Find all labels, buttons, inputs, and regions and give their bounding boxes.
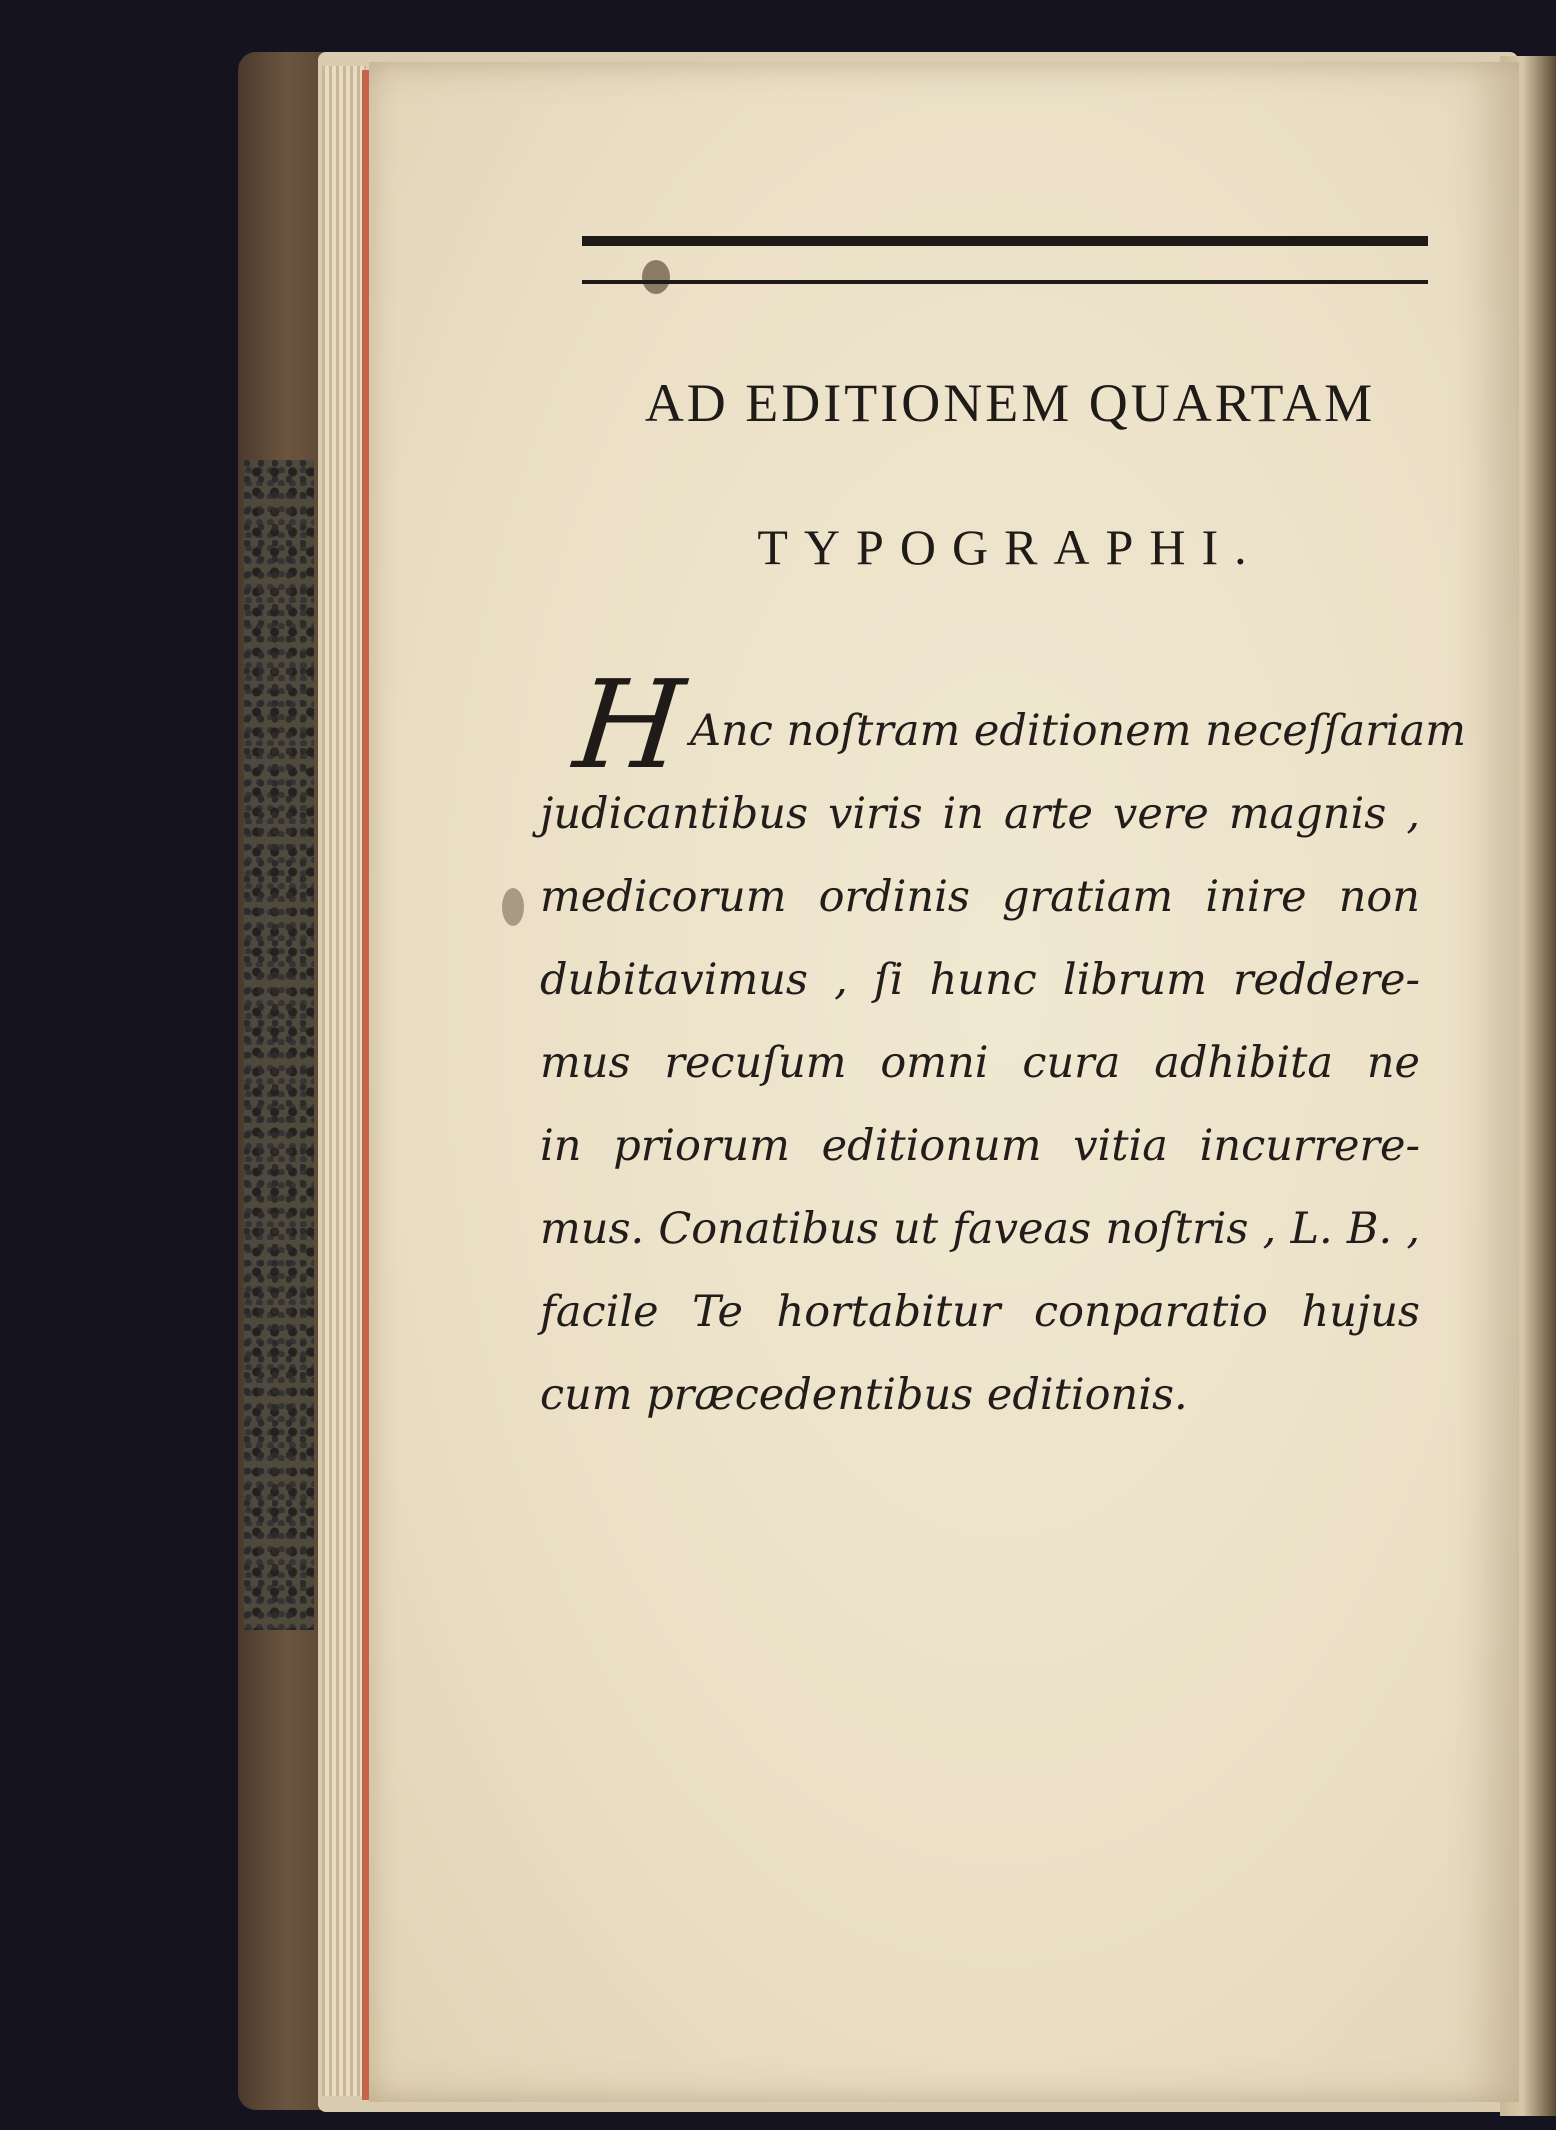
body-line: Anc noſtram editionem neceſſariam [690, 706, 1466, 756]
header-rule-thin [582, 280, 1428, 284]
red-page-edge [362, 70, 369, 2100]
body-line: facile Te hortabitur conparatio hujus [540, 1287, 1420, 1337]
header-rule-thick [582, 236, 1428, 246]
page-heading: AD EDITIONEM QUARTAM [644, 373, 1376, 433]
body-line: in priorum editionum vitia incurrere- [540, 1121, 1420, 1171]
page-spot [502, 888, 524, 926]
body-paragraph [540, 690, 1466, 1437]
body-line: cum præcedentibus editionis. [540, 1370, 1188, 1420]
body-line: mus. Conatibus ut faveas noſtris , L. B. , [540, 1204, 1420, 1254]
drop-cap: H [568, 654, 690, 796]
page-edges [322, 66, 366, 2096]
body-line: dubitavimus , ſi hunc librum reddere- [540, 955, 1420, 1005]
marbled-cover-panel [244, 460, 314, 1630]
body-line: medicorum ordinis gratiam inire non [540, 872, 1420, 922]
body-line: mus recuſum omni cura adhibita ne [540, 1038, 1420, 1088]
page-subheading: TYPOGRAPHI. [757, 519, 1263, 575]
body-line: judicantibus viris in arte vere magnis , [540, 789, 1420, 839]
ink-blot [642, 260, 670, 294]
